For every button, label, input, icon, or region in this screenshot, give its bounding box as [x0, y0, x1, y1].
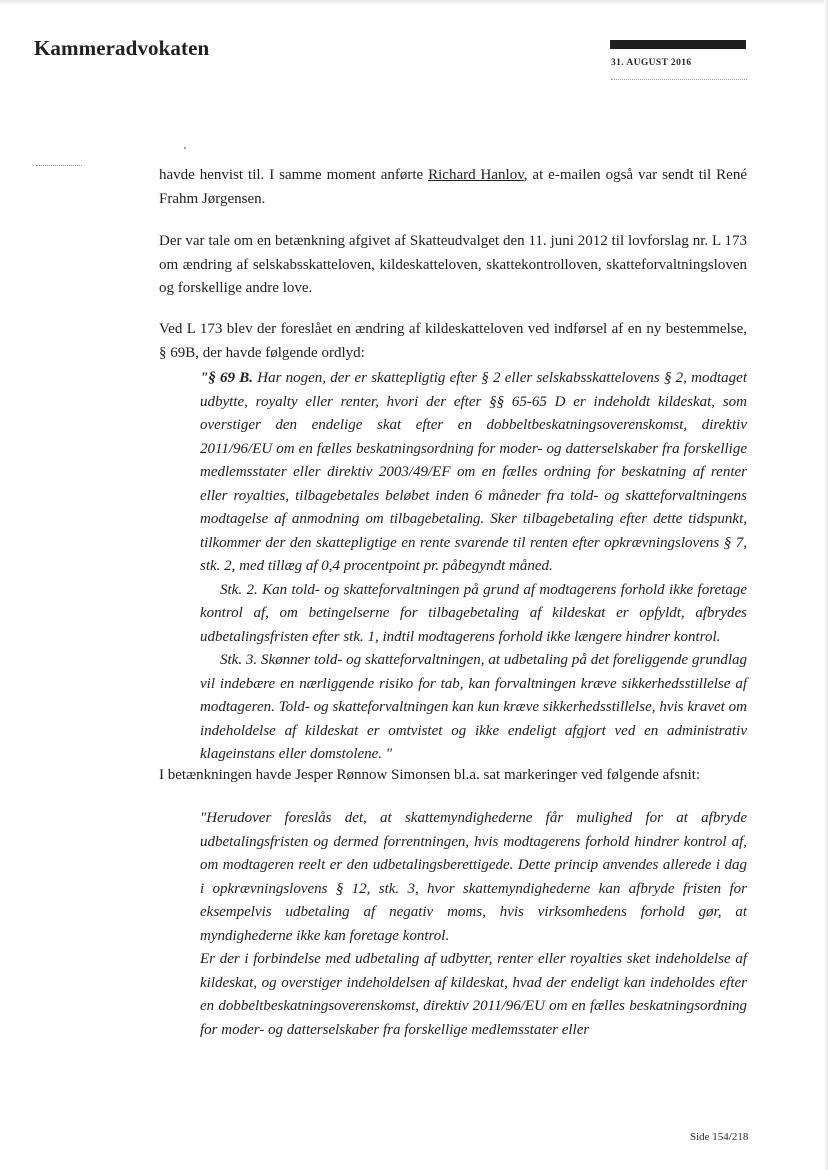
quote-69b-part-1	[200, 367, 747, 579]
paragraph-l173: Ved L 173 blev der foreslået en ændring af kildeskatteloven ved indførsel af en ny bestemmelse, § 69B, der havde følgende ordlyd:	[159, 321, 747, 361]
quote-betaenkning	[200, 807, 747, 1042]
underlined-person-name: Richard Hanlov	[428, 167, 524, 183]
quote-section-69b	[200, 367, 747, 767]
document-date: 31. AUGUST 2016	[611, 58, 692, 68]
header-rule	[611, 79, 747, 80]
scan-edge-right	[824, 0, 828, 1170]
page-number: Side 154/218	[690, 1131, 749, 1143]
paragraph-text-start: havde henvist til. I samme moment anførte	[159, 167, 429, 183]
organization-name: Kammeradvokaten	[34, 36, 210, 60]
quote-69b-stk-3: Stk. 3. Skønner told- og skatteforvaltningen, at udbetaling på det foreliggende grundlag vil indebære en nærliggende risiko for tab, kan forvaltningen kræve sikkerhedsstillelse af modtageren. Told- og skatteforvaltningen kan kun kræve sikkerhedsstillelse, hvis kravet om indeholdelse af kildeskat er omtvistet og ikke endeligt afgjort ved en administrativ klageinstans eller domstolene. "	[200, 652, 747, 762]
paragraph-markeringer: I betænkningen havde Jesper Rønnow Simonsen bl.a. sat markeringer ved følgende afsnit:	[159, 767, 701, 783]
header-bar	[610, 40, 746, 49]
scan-edge-top	[0, 0, 828, 6]
quote-69b-text: Har nogen, der er skattepligtig efter § 2 eller selskabsskattelovens § 2, modtaget udbytte, royalty eller renter, hvori der efter §§ 65-65 D er indeholdt kildeskat, som overstiger den endelige skat efter en dobbeltbeskatningsoverenskomst, direktiv 2011/96/EU om en fælles beskatningsordning for moder- og datterselskaber fra forskellige medlemsstater eller direktiv 2003/49/EF om en fælles ordning for beskatning af renter eller royalties, tilbagebetales beløbet inden 6 måneder fra told- og skatteforvaltningens modtagelse af anmodning om tilbagebetaling. Sker tilbagebetaling efter dette tidspunkt, tilkommer der den skattepligtige en rente svarende til renten efter opkrævningslovens § 7, stk. 2, med tillæg af 0,4 procentpoint pr. påbegyndt måned.	[200, 370, 747, 574]
paragraph-continuation	[159, 164, 747, 211]
paragraph-text-end: , at e-mailen også var sendt til René Frahm Jørgensen.	[159, 167, 747, 207]
quote-betaenkning-part-2: Er der i forbindelse med udbetaling af udbytter, renter eller royalties sket indeholdelse af kildeskat, og overstiger indeholdelsen af kildeskat, hvad der endeligt kan indeholdes efter en dobbeltbeskatningsoverenskomst, direktiv 2011/96/EU om en fælles beskatningsordning for moder- og datterselskaber fra forskellige medlemsstater eller	[200, 951, 747, 1038]
scan-speck	[184, 147, 186, 149]
quote-betaenkning-part-1: "Herudover foreslås det, at skattemyndighederne får mulighed for at afbryde udbetalingsfristen og dermed forrentningen, hvis modtagerens forhold hindrer kontrol af, om modtageren reelt er den udbetalingsberettigede. Dette princip anvendes allerede i dag i opkrævningslovens § 12, stk. 3, hvor skattemyndighederne kan afbryde fristen for eksempelvis udbetaling af negativ moms, hvis virksomhedens forhold gør, at myndighederne ikke kan foretage kontrol.	[200, 810, 747, 944]
quote-69b-stk-2: Stk. 2. Kan told- og skatteforvaltningen på grund af modtagerens forhold ikke foretage kontrol af, om betingelserne for tilbagebetaling af kildeskat er opfyldt, afbrydes udbetalingsfristen efter stk. 1, indtil modtagerens forhold ikke længere hindrer kontrol.	[200, 581, 747, 645]
paragraph-betaenkning: Der var tale om en betænkning afgivet af Skatteudvalget den 11. juni 2012 til lovforslag nr. L 173 om ændring af selskabsskatteloven, kildeskatteloven, skattekontrolloven, skatteforvaltningsloven og forskellige andre love.	[159, 233, 747, 296]
margin-rule	[36, 165, 82, 166]
section-label: "§ 69 B.	[200, 370, 254, 386]
